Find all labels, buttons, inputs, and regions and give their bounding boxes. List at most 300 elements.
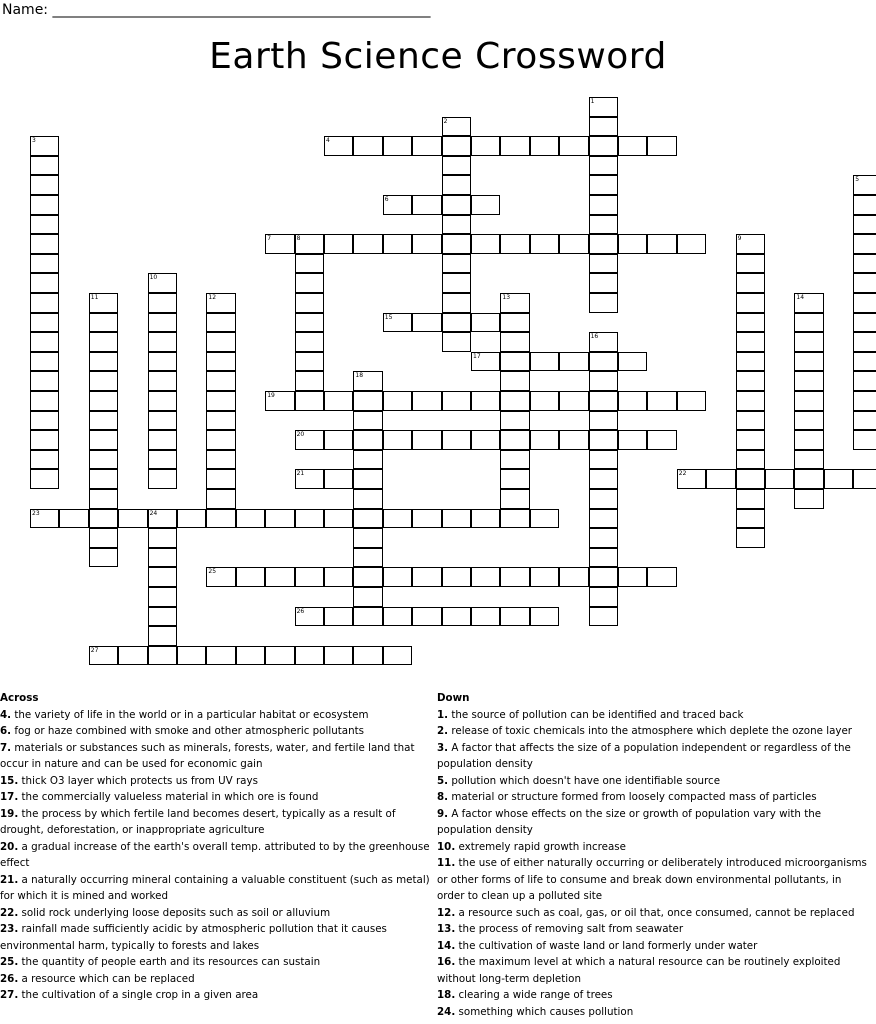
crossword-cell[interactable] bbox=[559, 352, 588, 372]
crossword-cell[interactable] bbox=[471, 352, 500, 372]
crossword-cell[interactable] bbox=[89, 528, 118, 548]
crossword-cell[interactable] bbox=[589, 567, 618, 587]
crossword-cell[interactable] bbox=[530, 234, 559, 254]
crossword-cell[interactable] bbox=[353, 567, 382, 587]
crossword-cell[interactable] bbox=[324, 234, 353, 254]
crossword-cell[interactable] bbox=[148, 469, 177, 489]
clue-number: 27. bbox=[0, 989, 19, 1001]
crossword-cell[interactable] bbox=[30, 391, 59, 411]
crossword-cell[interactable] bbox=[442, 234, 471, 254]
crossword-cell[interactable] bbox=[589, 587, 618, 607]
clue-number-label: 13 bbox=[502, 294, 511, 301]
clue-text: thick O3 layer which protects us from UV rays bbox=[18, 774, 258, 787]
crossword-cell[interactable] bbox=[794, 489, 823, 509]
crossword-cell[interactable] bbox=[206, 646, 235, 666]
crossword-cell[interactable] bbox=[853, 411, 876, 431]
crossword-cell[interactable] bbox=[295, 313, 324, 333]
crossword-cell[interactable] bbox=[647, 136, 676, 156]
crossword-cell[interactable] bbox=[383, 430, 412, 450]
crossword-cell[interactable] bbox=[353, 391, 382, 411]
crossword-cell[interactable] bbox=[853, 234, 876, 254]
crossword-cell[interactable] bbox=[353, 136, 382, 156]
crossword-cell[interactable] bbox=[589, 430, 618, 450]
crossword-cell[interactable] bbox=[589, 215, 618, 235]
crossword-cell[interactable] bbox=[618, 352, 647, 372]
crossword-cell[interactable] bbox=[30, 509, 59, 529]
crossword-cell[interactable] bbox=[30, 254, 59, 274]
crossword-cell[interactable] bbox=[412, 136, 441, 156]
crossword-cell[interactable] bbox=[530, 430, 559, 450]
crossword-cell[interactable] bbox=[442, 195, 471, 215]
crossword-cell[interactable] bbox=[30, 450, 59, 470]
crossword-cell[interactable] bbox=[677, 391, 706, 411]
crossword-cell[interactable] bbox=[353, 587, 382, 607]
crossword-cell[interactable] bbox=[383, 234, 412, 254]
crossword-cell[interactable] bbox=[295, 391, 324, 411]
crossword-cell[interactable] bbox=[736, 273, 765, 293]
crossword-cell[interactable] bbox=[412, 234, 441, 254]
crossword-cell[interactable] bbox=[530, 391, 559, 411]
crossword-cell[interactable] bbox=[89, 430, 118, 450]
crossword-cell[interactable] bbox=[853, 469, 876, 489]
crossword-cell[interactable] bbox=[30, 332, 59, 352]
crossword-cell[interactable] bbox=[295, 293, 324, 313]
crossword-cell[interactable] bbox=[206, 450, 235, 470]
crossword-cell[interactable] bbox=[89, 548, 118, 568]
crossword-cell[interactable] bbox=[471, 607, 500, 627]
crossword-cell[interactable] bbox=[295, 371, 324, 391]
crossword-cell[interactable] bbox=[824, 469, 853, 489]
crossword-cell[interactable] bbox=[442, 117, 471, 137]
crossword-cell[interactable] bbox=[148, 528, 177, 548]
crossword-cell[interactable] bbox=[736, 293, 765, 313]
crossword-cell[interactable] bbox=[853, 195, 876, 215]
crossword-cell[interactable] bbox=[383, 509, 412, 529]
crossword-cell[interactable] bbox=[206, 332, 235, 352]
crossword-cell[interactable] bbox=[618, 234, 647, 254]
crossword-cell[interactable] bbox=[383, 195, 412, 215]
crossword-cell[interactable] bbox=[589, 136, 618, 156]
crossword-cell[interactable] bbox=[265, 567, 294, 587]
crossword-cell[interactable] bbox=[853, 371, 876, 391]
crossword-cell[interactable] bbox=[794, 332, 823, 352]
crossword-cell[interactable] bbox=[442, 273, 471, 293]
crossword-cell[interactable] bbox=[589, 175, 618, 195]
crossword-cell[interactable] bbox=[618, 391, 647, 411]
crossword-cell[interactable] bbox=[353, 607, 382, 627]
crossword-cell[interactable] bbox=[412, 391, 441, 411]
crossword-cell[interactable] bbox=[706, 469, 735, 489]
crossword-cell[interactable] bbox=[442, 156, 471, 176]
crossword-cell[interactable] bbox=[353, 411, 382, 431]
clue-text: the commercially valueless material in which ore is found bbox=[18, 791, 319, 803]
crossword-cell[interactable] bbox=[353, 234, 382, 254]
crossword-cell[interactable] bbox=[30, 136, 59, 156]
crossword-cell[interactable] bbox=[30, 273, 59, 293]
crossword-cell[interactable] bbox=[853, 391, 876, 411]
crossword-cell[interactable] bbox=[148, 646, 177, 666]
crossword-cell[interactable] bbox=[148, 313, 177, 333]
crossword-cell[interactable] bbox=[353, 469, 382, 489]
crossword-cell[interactable] bbox=[618, 567, 647, 587]
crossword-cell[interactable] bbox=[736, 332, 765, 352]
crossword-cell[interactable] bbox=[500, 430, 529, 450]
crossword-cell[interactable] bbox=[206, 352, 235, 372]
crossword-cell[interactable] bbox=[89, 293, 118, 313]
crossword-cell[interactable] bbox=[589, 371, 618, 391]
clue-text: the cultivation of a single crop in a given area bbox=[18, 989, 259, 1001]
crossword-cell[interactable] bbox=[412, 509, 441, 529]
crossword-cell[interactable] bbox=[324, 607, 353, 627]
crossword-cell[interactable] bbox=[324, 567, 353, 587]
crossword-cell[interactable] bbox=[265, 646, 294, 666]
crossword-cell[interactable] bbox=[89, 450, 118, 470]
crossword-cell[interactable] bbox=[677, 234, 706, 254]
crossword-cell[interactable] bbox=[295, 273, 324, 293]
crossword-cell[interactable] bbox=[59, 509, 88, 529]
crossword-cell[interactable] bbox=[500, 313, 529, 333]
crossword-cell[interactable] bbox=[383, 313, 412, 333]
crossword-cell[interactable] bbox=[794, 411, 823, 431]
crossword-cell[interactable] bbox=[353, 371, 382, 391]
crossword-cell[interactable] bbox=[442, 175, 471, 195]
crossword-cell[interactable] bbox=[89, 371, 118, 391]
crossword-cell[interactable] bbox=[589, 234, 618, 254]
clue-number: 4. bbox=[0, 708, 12, 721]
crossword-cell[interactable] bbox=[30, 195, 59, 215]
crossword-cell[interactable] bbox=[295, 646, 324, 666]
crossword-cell[interactable] bbox=[412, 430, 441, 450]
across-clue bbox=[0, 773, 432, 790]
crossword-cell[interactable] bbox=[30, 371, 59, 391]
crossword-cell[interactable] bbox=[383, 607, 412, 627]
crossword-cell[interactable] bbox=[442, 509, 471, 529]
crossword-cell[interactable] bbox=[353, 509, 382, 529]
crossword-cell[interactable] bbox=[853, 215, 876, 235]
crossword-cell[interactable] bbox=[89, 411, 118, 431]
crossword-cell[interactable] bbox=[118, 509, 147, 529]
crossword-cell[interactable] bbox=[89, 646, 118, 666]
crossword-cell[interactable] bbox=[647, 567, 676, 587]
crossword-cell[interactable] bbox=[295, 352, 324, 372]
crossword-cell[interactable] bbox=[500, 509, 529, 529]
crossword-cell[interactable] bbox=[589, 273, 618, 293]
crossword-cell[interactable] bbox=[500, 607, 529, 627]
crossword-cell[interactable] bbox=[736, 450, 765, 470]
crossword-cell[interactable] bbox=[500, 332, 529, 352]
crossword-cell[interactable] bbox=[30, 215, 59, 235]
crossword-cell[interactable] bbox=[647, 234, 676, 254]
crossword-cell[interactable] bbox=[794, 371, 823, 391]
crossword-cell[interactable] bbox=[530, 352, 559, 372]
crossword-cell[interactable] bbox=[148, 450, 177, 470]
crossword-cell[interactable] bbox=[853, 254, 876, 274]
crossword-cell[interactable] bbox=[853, 273, 876, 293]
crossword-cell[interactable] bbox=[471, 430, 500, 450]
crossword-cell[interactable] bbox=[148, 430, 177, 450]
crossword-cell[interactable] bbox=[853, 352, 876, 372]
crossword-cell[interactable] bbox=[353, 528, 382, 548]
crossword-cell[interactable] bbox=[442, 607, 471, 627]
crossword-cell[interactable] bbox=[353, 548, 382, 568]
crossword-cell[interactable] bbox=[471, 195, 500, 215]
crossword-cell[interactable] bbox=[500, 136, 529, 156]
crossword-cell[interactable] bbox=[589, 254, 618, 274]
crossword-cell[interactable] bbox=[148, 411, 177, 431]
crossword-cell[interactable] bbox=[206, 489, 235, 509]
crossword-cell[interactable] bbox=[148, 567, 177, 587]
crossword-cell[interactable] bbox=[89, 489, 118, 509]
crossword-cell[interactable] bbox=[148, 391, 177, 411]
crossword-cell[interactable] bbox=[353, 646, 382, 666]
crossword-cell[interactable] bbox=[736, 391, 765, 411]
crossword-cell[interactable] bbox=[589, 411, 618, 431]
crossword-cell[interactable] bbox=[736, 352, 765, 372]
crossword-cell[interactable] bbox=[736, 254, 765, 274]
crossword-cell[interactable] bbox=[442, 215, 471, 235]
crossword-cell[interactable] bbox=[589, 195, 618, 215]
crossword-cell[interactable] bbox=[500, 567, 529, 587]
crossword-cell[interactable] bbox=[324, 391, 353, 411]
crossword-cell[interactable] bbox=[589, 548, 618, 568]
crossword-cell[interactable] bbox=[589, 117, 618, 137]
crossword-cell[interactable] bbox=[148, 548, 177, 568]
crossword-cell[interactable] bbox=[559, 234, 588, 254]
crossword-cell[interactable] bbox=[206, 411, 235, 431]
down-clue bbox=[437, 723, 869, 740]
crossword-cell[interactable] bbox=[500, 293, 529, 313]
crossword-cell[interactable] bbox=[736, 469, 765, 489]
crossword-cell[interactable] bbox=[794, 469, 823, 489]
crossword-cell[interactable] bbox=[295, 607, 324, 627]
crossword-cell[interactable] bbox=[794, 352, 823, 372]
crossword-cell[interactable] bbox=[148, 587, 177, 607]
crossword-cell[interactable] bbox=[471, 567, 500, 587]
crossword-cell[interactable] bbox=[353, 489, 382, 509]
crossword-cell[interactable] bbox=[412, 567, 441, 587]
across-clue bbox=[0, 921, 432, 954]
crossword-cell[interactable] bbox=[736, 234, 765, 254]
crossword-cell[interactable] bbox=[677, 469, 706, 489]
crossword-cell[interactable] bbox=[853, 293, 876, 313]
crossword-cell[interactable] bbox=[177, 646, 206, 666]
crossword-cell[interactable] bbox=[471, 136, 500, 156]
crossword-cell[interactable] bbox=[530, 509, 559, 529]
clue-number-label: 2 bbox=[443, 117, 448, 125]
crossword-cell[interactable] bbox=[30, 430, 59, 450]
clue-number: 6. bbox=[0, 725, 12, 737]
crossword-cell[interactable] bbox=[30, 156, 59, 176]
crossword-cell[interactable] bbox=[853, 430, 876, 450]
crossword-cell[interactable] bbox=[794, 293, 823, 313]
crossword-cell[interactable] bbox=[383, 136, 412, 156]
clue-number: 17. bbox=[0, 791, 19, 803]
crossword-cell[interactable] bbox=[500, 391, 529, 411]
crossword-cell[interactable] bbox=[412, 607, 441, 627]
crossword-cell[interactable] bbox=[618, 136, 647, 156]
crossword-cell[interactable] bbox=[30, 293, 59, 313]
crossword-cell[interactable] bbox=[118, 646, 147, 666]
clue-text: the maximum level at which a natural resource can be routinely exploited without long-term depletion bbox=[437, 956, 841, 985]
crossword-cell[interactable] bbox=[324, 430, 353, 450]
crossword-cell[interactable] bbox=[30, 352, 59, 372]
crossword-cell[interactable] bbox=[383, 391, 412, 411]
crossword-cell[interactable] bbox=[89, 352, 118, 372]
crossword-cell[interactable] bbox=[265, 391, 294, 411]
crossword-cell[interactable] bbox=[765, 469, 794, 489]
crossword-cell[interactable] bbox=[442, 567, 471, 587]
crossword-cell[interactable] bbox=[736, 430, 765, 450]
crossword-cell[interactable] bbox=[500, 469, 529, 489]
crossword-cell[interactable] bbox=[736, 489, 765, 509]
crossword-cell[interactable] bbox=[647, 430, 676, 450]
crossword-cell[interactable] bbox=[206, 430, 235, 450]
crossword-cell[interactable] bbox=[412, 313, 441, 333]
crossword-cell[interactable] bbox=[500, 371, 529, 391]
crossword-cell[interactable] bbox=[736, 509, 765, 529]
crossword-cell[interactable] bbox=[794, 450, 823, 470]
crossword-cell[interactable] bbox=[206, 567, 235, 587]
crossword-cell[interactable] bbox=[559, 391, 588, 411]
crossword-cell[interactable] bbox=[618, 430, 647, 450]
crossword-cell[interactable] bbox=[353, 430, 382, 450]
crossword-cell[interactable] bbox=[148, 626, 177, 646]
crossword-cell[interactable] bbox=[148, 607, 177, 627]
crossword-cell[interactable] bbox=[295, 430, 324, 450]
crossword-cell[interactable] bbox=[89, 391, 118, 411]
crossword-cell[interactable] bbox=[30, 234, 59, 254]
crossword-cell[interactable] bbox=[471, 391, 500, 411]
crossword-cell[interactable] bbox=[206, 391, 235, 411]
crossword-cell[interactable] bbox=[589, 332, 618, 352]
crossword-cell[interactable] bbox=[265, 509, 294, 529]
crossword-cell[interactable] bbox=[442, 136, 471, 156]
crossword-cell[interactable] bbox=[89, 313, 118, 333]
crossword-cell[interactable] bbox=[206, 469, 235, 489]
crossword-cell[interactable] bbox=[589, 352, 618, 372]
crossword-cell[interactable] bbox=[383, 567, 412, 587]
clue-text: the variety of life in the world or in a particular habitat or ecosystem bbox=[11, 708, 369, 721]
crossword-cell[interactable] bbox=[442, 391, 471, 411]
crossword-cell[interactable] bbox=[442, 254, 471, 274]
crossword-cell[interactable] bbox=[471, 313, 500, 333]
crossword-cell[interactable] bbox=[206, 293, 235, 313]
crossword-cell[interactable] bbox=[206, 371, 235, 391]
crossword-cell[interactable] bbox=[236, 509, 265, 529]
crossword-cell[interactable] bbox=[589, 469, 618, 489]
crossword-cell[interactable] bbox=[794, 391, 823, 411]
clue-text: rainfall made sufficiently acidic by atmospheric pollution that it causes environmental harm, typically to forests and lakes bbox=[0, 923, 387, 952]
crossword-cell[interactable] bbox=[442, 430, 471, 450]
crossword-cell[interactable] bbox=[589, 489, 618, 509]
crossword-cell[interactable] bbox=[589, 97, 618, 117]
crossword-cell[interactable] bbox=[589, 528, 618, 548]
crossword-cell[interactable] bbox=[412, 195, 441, 215]
crossword-cell[interactable] bbox=[30, 175, 59, 195]
crossword-cell[interactable] bbox=[148, 352, 177, 372]
crossword-cell[interactable] bbox=[236, 567, 265, 587]
crossword-cell[interactable] bbox=[471, 234, 500, 254]
crossword-cell[interactable] bbox=[89, 469, 118, 489]
crossword-cell[interactable] bbox=[589, 391, 618, 411]
crossword-cell[interactable] bbox=[500, 489, 529, 509]
crossword-cell[interactable] bbox=[206, 313, 235, 333]
crossword-cell[interactable] bbox=[530, 136, 559, 156]
crossword-cell[interactable] bbox=[500, 450, 529, 470]
crossword-cell[interactable] bbox=[471, 509, 500, 529]
crossword-cell[interactable] bbox=[500, 352, 529, 372]
crossword-cell[interactable] bbox=[442, 313, 471, 333]
crossword-cell[interactable] bbox=[324, 509, 353, 529]
crossword-cell[interactable] bbox=[148, 509, 177, 529]
crossword-cell[interactable] bbox=[30, 469, 59, 489]
crossword-cell[interactable] bbox=[500, 234, 529, 254]
clue-number-label: 26 bbox=[296, 607, 305, 615]
crossword-cell[interactable] bbox=[295, 567, 324, 587]
crossword-cell[interactable] bbox=[383, 646, 412, 666]
crossword-cell[interactable] bbox=[148, 273, 177, 293]
crossword-cell[interactable] bbox=[530, 607, 559, 627]
crossword-cell[interactable] bbox=[295, 332, 324, 352]
crossword-cell[interactable] bbox=[89, 509, 118, 529]
crossword-cell[interactable] bbox=[530, 567, 559, 587]
crossword-cell[interactable] bbox=[736, 313, 765, 333]
crossword-cell[interactable] bbox=[295, 254, 324, 274]
crossword-cell[interactable] bbox=[853, 175, 876, 195]
crossword-cell[interactable] bbox=[295, 469, 324, 489]
crossword-cell[interactable] bbox=[148, 293, 177, 313]
crossword-cell[interactable] bbox=[265, 234, 294, 254]
crossword-cell[interactable] bbox=[236, 646, 265, 666]
crossword-cell[interactable] bbox=[30, 313, 59, 333]
crossword-cell[interactable] bbox=[324, 136, 353, 156]
crossword-cell[interactable] bbox=[559, 567, 588, 587]
crossword-cell[interactable] bbox=[589, 509, 618, 529]
crossword-cell[interactable] bbox=[148, 332, 177, 352]
crossword-cell[interactable] bbox=[324, 646, 353, 666]
crossword-cell[interactable] bbox=[589, 293, 618, 313]
crossword-cell[interactable] bbox=[442, 332, 471, 352]
crossword-cell[interactable] bbox=[559, 430, 588, 450]
crossword-cell[interactable] bbox=[736, 411, 765, 431]
crossword-cell[interactable] bbox=[853, 332, 876, 352]
clue-text: extremely rapid growth increase bbox=[455, 840, 626, 853]
crossword-cell[interactable] bbox=[295, 509, 324, 529]
crossword-cell[interactable] bbox=[442, 293, 471, 313]
crossword-cell[interactable] bbox=[295, 234, 324, 254]
crossword-cell[interactable] bbox=[148, 371, 177, 391]
clue-number: 24. bbox=[437, 1005, 456, 1018]
crossword-cell[interactable] bbox=[647, 391, 676, 411]
crossword-cell[interactable] bbox=[736, 528, 765, 548]
crossword-cell[interactable] bbox=[206, 509, 235, 529]
crossword-cell[interactable] bbox=[589, 607, 618, 627]
crossword-cell[interactable] bbox=[853, 313, 876, 333]
crossword-cell[interactable] bbox=[30, 411, 59, 431]
crossword-cell[interactable] bbox=[177, 509, 206, 529]
crossword-cell[interactable] bbox=[589, 450, 618, 470]
crossword-cell[interactable] bbox=[736, 371, 765, 391]
crossword-cell[interactable] bbox=[794, 430, 823, 450]
crossword-cell[interactable] bbox=[353, 450, 382, 470]
crossword-cell[interactable] bbox=[324, 469, 353, 489]
down-clue bbox=[437, 839, 869, 856]
crossword-cell[interactable] bbox=[89, 332, 118, 352]
crossword-cell[interactable] bbox=[559, 136, 588, 156]
crossword-cell[interactable] bbox=[794, 313, 823, 333]
crossword-cell[interactable] bbox=[589, 156, 618, 176]
crossword-cell[interactable] bbox=[500, 411, 529, 431]
